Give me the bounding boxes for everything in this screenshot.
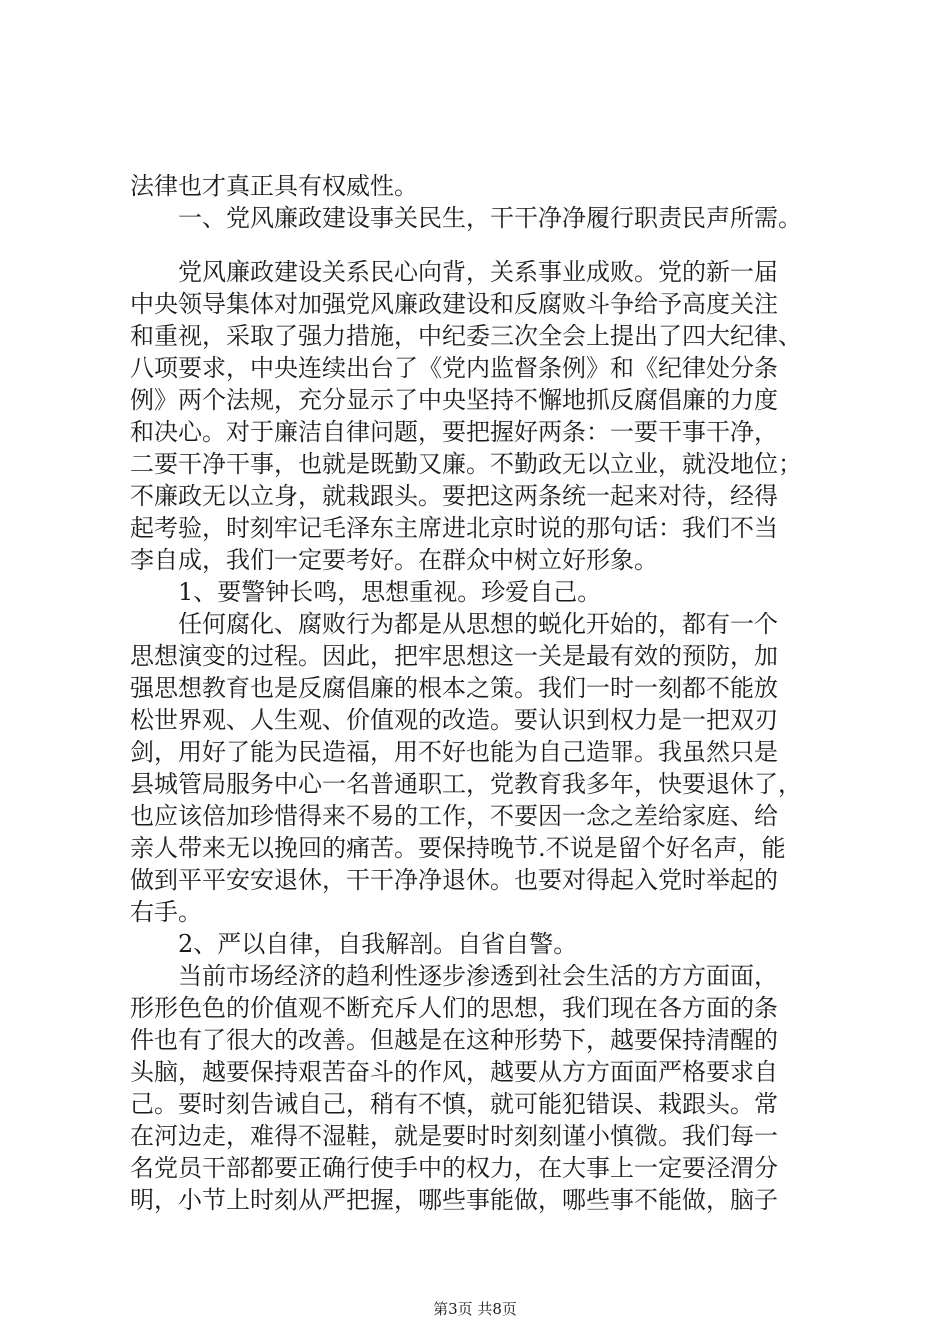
text-line: 和重视，采取了强力措施，中纪委三次全会上提出了四大纪律、 — [130, 322, 802, 350]
page-footer: 第3页 共8页 — [433, 1300, 517, 1318]
text-line: 不廉政无以立身，就栽跟头。要把这两条统一起来对待，经得 — [130, 482, 778, 510]
text-line: 亲人带来无以挽回的痛苦。要保持晚节.不说是留个好名声，能 — [130, 834, 786, 862]
text-line: 己。要时刻告诫自己，稍有不慎，就可能犯错误、栽跟头。常 — [130, 1090, 778, 1118]
text-line: 党风廉政建设关系民心向背，关系事业成败。党的新一届 — [178, 258, 778, 286]
text-line: 八项要求，中央连续出台了《党内监督条例》和《纪律处分条 — [130, 354, 778, 382]
text-line: 件也有了很大的改善。但越是在这种形势下，越要保持清醒的 — [130, 1026, 778, 1054]
text-line: 剑，用好了能为民造福，用不好也能为自己造罪。我虽然只是 — [130, 738, 778, 766]
text-line: 当前市场经济的趋利性逐步渗透到社会生活的方方面面， — [178, 962, 778, 990]
text-line: 做到平平安安退休，干干净净退休。也要对得起入党时举起的 — [130, 866, 778, 894]
text-line: 形形色色的价值观不断充斥人们的思想，我们现在各方面的条 — [130, 994, 778, 1022]
text-line: 在河边走，难得不湿鞋，就是要时时刻刻谨小慎微。我们每一 — [130, 1122, 778, 1150]
text-line: 思想演变的过程。因此，把牢思想这一关是最有效的预防，加 — [130, 642, 778, 670]
text-line: 任何腐化、腐败行为都是从思想的蜕化开始的，都有一个 — [178, 610, 778, 638]
text-line: 一、党风廉政建设事关民生，干干净净履行职责民声所需。 — [178, 204, 802, 232]
text-line: 二要干净干事，也就是既勤又廉。不勤政无以立业，就没地位； — [130, 450, 802, 478]
text-line: 李自成，我们一定要考好。在群众中树立好形象。 — [130, 546, 658, 574]
text-line: 例》两个法规，充分显示了中央坚持不懈地抓反腐倡廉的力度 — [130, 386, 778, 414]
paragraph-gap — [130, 234, 830, 256]
text-line: 法律也才真正具有权威性。 — [130, 172, 418, 200]
text-line: 也应该倍加珍惜得来不易的工作，不要因一念之差给家庭、给 — [130, 802, 778, 830]
text-line: 和决心。对于廉洁自律问题，要把握好两条：一要干事干净， — [130, 418, 778, 446]
text-line: 1、要警钟长鸣，思想重视。珍爱自己。 — [178, 578, 602, 606]
text-line: 松世界观、人生观、价值观的改造。要认识到权力是一把双刃 — [130, 706, 778, 734]
text-line: 头脑，越要保持艰苦奋斗的作风，越要从方方面面严格要求自 — [130, 1058, 778, 1086]
text-line: 2、严以自律，自我解剖。自省自警。 — [178, 930, 578, 958]
text-line: 明，小节上时刻从严把握，哪些事能做，哪些事不能做，脑子 — [130, 1186, 778, 1214]
document-body — [130, 170, 830, 1216]
text-line: 起考验，时刻牢记毛泽东主席进北京时说的那句话：我们不当 — [130, 514, 778, 542]
text-line: 中央领导集体对加强党风廉政建设和反腐败斗争给予高度关注 — [130, 290, 778, 318]
text-line: 名党员干部都要正确行使手中的权力，在大事上一定要泾渭分 — [130, 1154, 778, 1182]
text-line: 强思想教育也是反腐倡廉的根本之策。我们一时一刻都不能放 — [130, 674, 778, 702]
text-line: 县城管局服务中心一名普通职工，党教育我多年，快要退休了， — [130, 770, 802, 798]
text-line: 右手。 — [130, 898, 202, 926]
